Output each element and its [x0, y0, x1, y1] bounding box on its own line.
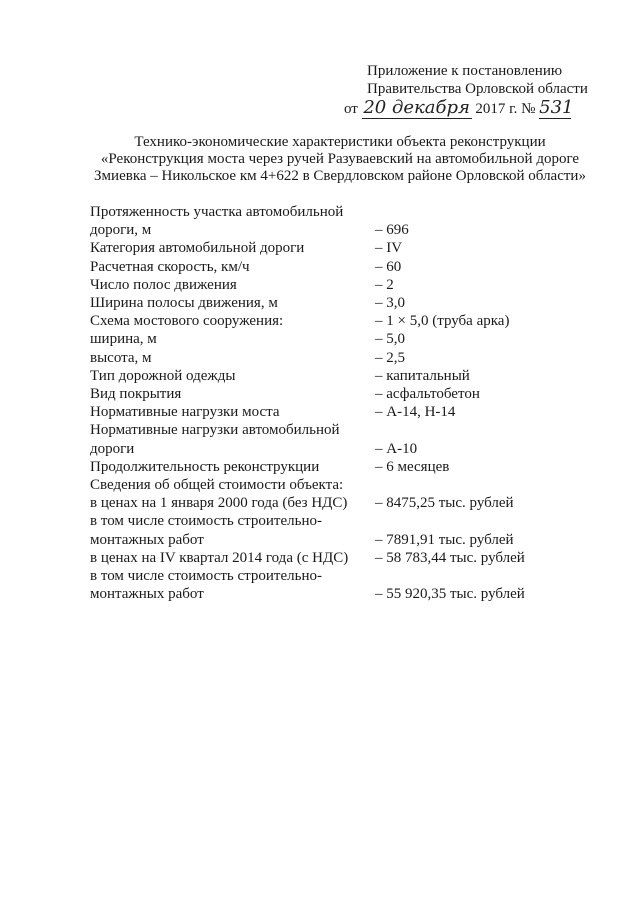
- parameter-value: – 696: [375, 222, 409, 239]
- parameter-label: в том числе стоимость строительно-: [90, 568, 322, 585]
- parameter-row: [90, 531, 550, 549]
- parameter-row: [90, 203, 550, 221]
- parameter-label: Число полос движения: [90, 276, 237, 293]
- parameter-label: Расчетная скорость, км/ч: [90, 258, 250, 275]
- parameter-row: [90, 567, 550, 585]
- title-line-3: Змиевка – Никольское км 4+622 в Свердловском районе Орловской области»: [94, 168, 586, 184]
- parameter-value: – 55 920,35 тыс. рублей: [375, 586, 525, 603]
- parameter-label: Категория автомобильной дороги: [90, 240, 305, 257]
- parameter-value: – асфальтобетон: [375, 386, 480, 403]
- parameter-label: монтажных работ: [90, 586, 204, 603]
- parameter-label: в ценах на 1 января 2000 года (без НДС): [90, 495, 348, 512]
- parameter-value: – 58 783,44 тыс. рублей: [375, 549, 525, 566]
- parameter-row: [90, 476, 550, 494]
- parameter-label: Тип дорожной одежды: [90, 367, 236, 384]
- parameter-row: [90, 585, 550, 603]
- parameter-row: [90, 512, 550, 530]
- parameter-label: в ценах на IV квартал 2014 года (с НДС): [90, 549, 349, 566]
- parameter-label: монтажных работ: [90, 531, 204, 548]
- parameter-label: дороги: [90, 440, 135, 457]
- parameters-list: [90, 203, 550, 603]
- parameter-value: – 60: [375, 258, 402, 275]
- parameter-row: [90, 258, 550, 276]
- parameter-label: Нормативные нагрузки моста: [90, 404, 280, 421]
- parameter-row: [90, 349, 550, 367]
- parameter-value: – 2: [375, 276, 394, 293]
- parameter-value: – капитальный: [375, 367, 470, 384]
- parameter-row: [90, 403, 550, 421]
- parameter-label: в том числе стоимость строительно-: [90, 513, 322, 530]
- parameter-row: [90, 458, 550, 476]
- parameter-row: [90, 221, 550, 239]
- parameter-row: [90, 330, 550, 348]
- parameter-label: Схема мостового сооружения:: [90, 313, 284, 330]
- handwritten-number: 531: [539, 97, 574, 118]
- document-title: [60, 134, 620, 185]
- parameter-row: [90, 294, 550, 312]
- parameter-label: Ширина полосы движения, м: [90, 295, 278, 312]
- parameter-value: – 3,0: [375, 295, 405, 312]
- handwritten-date: 20 декабря: [363, 97, 470, 118]
- parameter-row: [90, 494, 550, 512]
- parameter-row: [90, 440, 550, 458]
- parameter-label: дороги, м: [90, 222, 152, 239]
- appendix-line-1: Приложение к постановлению: [367, 63, 563, 79]
- parameter-label: Нормативные нагрузки автомобильной: [90, 422, 340, 439]
- title-line-1: Технико-экономические характеристики объекта реконструкции: [134, 134, 546, 150]
- parameter-row: [90, 276, 550, 294]
- parameter-label: Сведения об общей стоимости объекта:: [90, 477, 344, 494]
- parameter-label: высота, м: [90, 349, 152, 366]
- appendix-line-2: Правительства Орловской области: [367, 81, 588, 97]
- appendix-from: от: [344, 101, 358, 117]
- parameter-value: – 7891,91 тыс. рублей: [375, 531, 514, 548]
- parameter-value: – 1 × 5,0 (труба арка): [375, 313, 510, 330]
- appendix-date-line: [344, 97, 574, 119]
- parameter-row: [90, 421, 550, 439]
- parameter-row: [90, 549, 550, 567]
- parameter-label: Продолжительность реконструкции: [90, 458, 320, 475]
- parameter-value: – А-14, Н-14: [375, 404, 456, 421]
- parameter-value: – IV: [375, 240, 403, 257]
- parameter-row: [90, 367, 550, 385]
- parameter-value: – 8475,25 тыс. рублей: [375, 495, 514, 512]
- title-line-2: «Реконструкция моста через ручей Разуваевский на автомобильной дороге: [100, 151, 580, 167]
- parameter-value: – 2,5: [375, 349, 405, 366]
- parameter-row: [90, 312, 550, 330]
- parameter-label: Протяженность участка автомобильной: [90, 204, 344, 220]
- parameter-label: Вид покрытия: [90, 386, 182, 403]
- parameter-value: – 5,0: [375, 331, 405, 348]
- parameter-row: [90, 385, 550, 403]
- appendix-year: 2017 г. №: [475, 101, 536, 117]
- parameter-label: ширина, м: [90, 331, 157, 348]
- parameter-value: – 6 месяцев: [375, 458, 450, 475]
- parameter-row: [90, 239, 550, 257]
- parameter-value: – А-10: [375, 440, 418, 457]
